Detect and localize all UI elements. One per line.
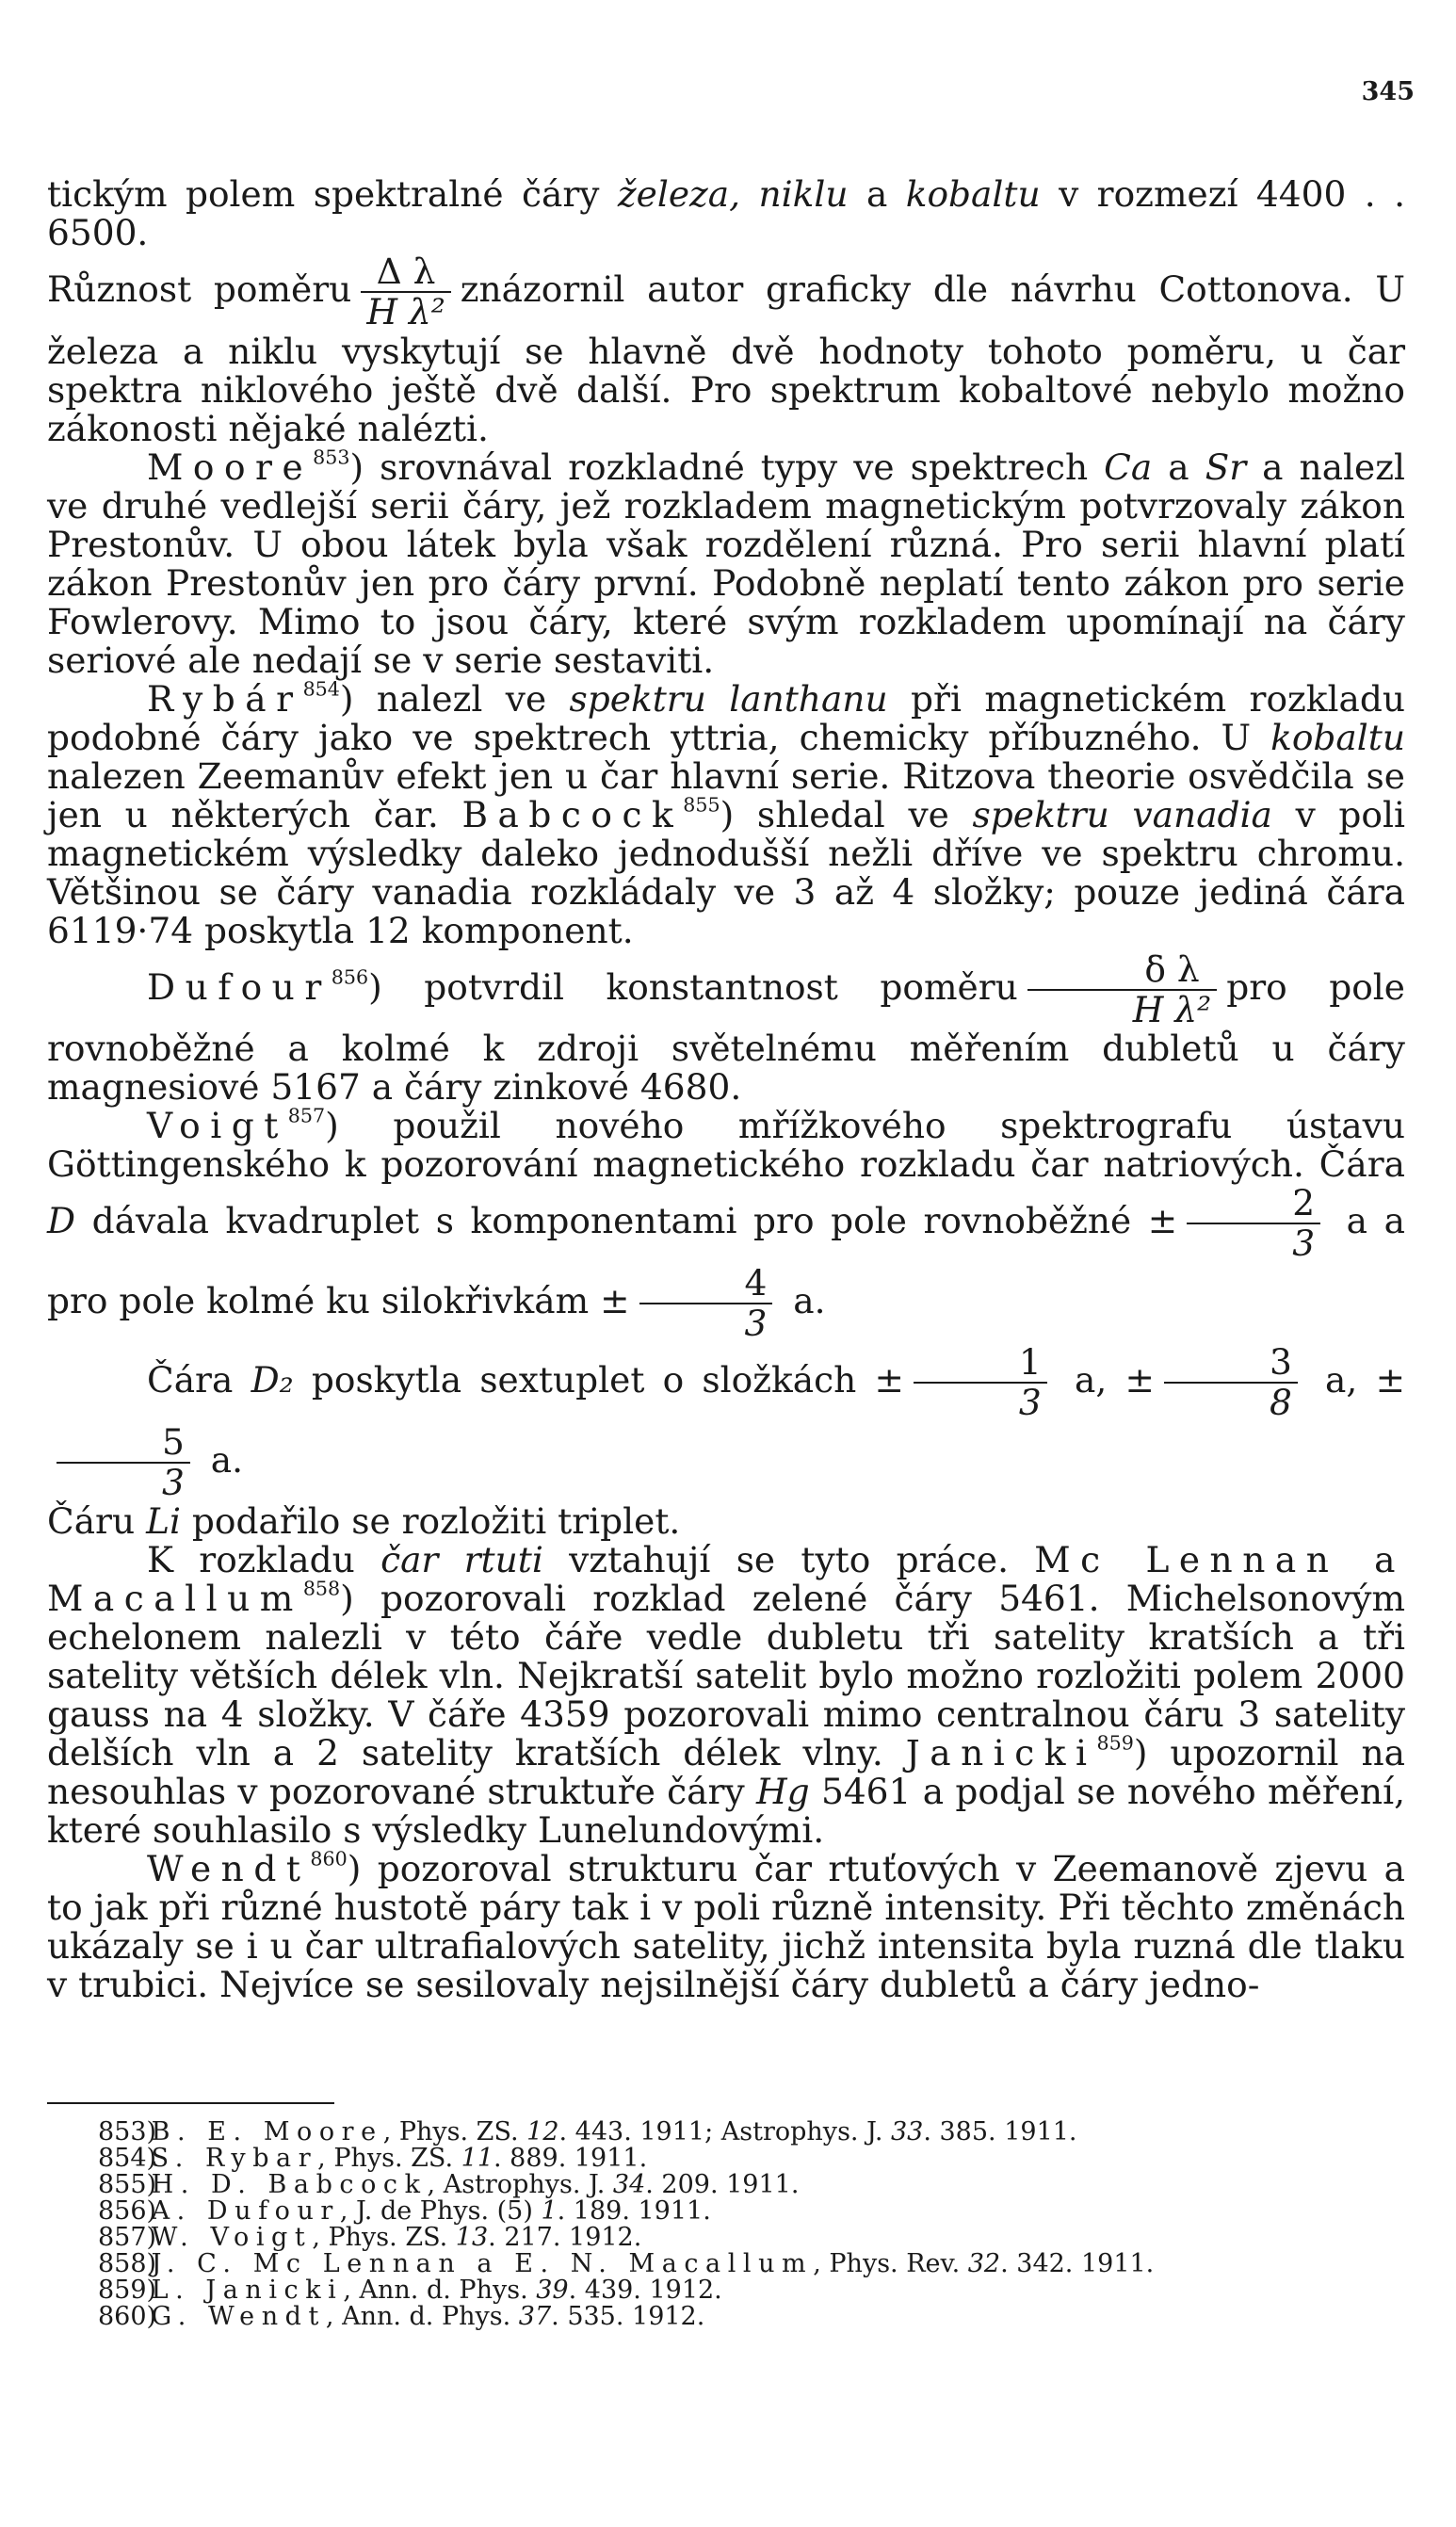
paragraph-4: Rybár$^{854}$) nalezl ve spektru lanthanu při magnetickém rozkladu podobné čáry jako ve spektrech yttria, chemicky příbuzného. U kobaltu nalezen Zeemanův efekt jen u čar hlavní serie. Ritzova theorie osvědčila se jen u některých čar. Babcock$^{855}$) shledal ve spektru vanadia v poli magnetickém výsledky daleko jednodušší nežli dříve ve spektru chromu. Většinou se čáry vanadia rozkládaly ve 3 až 4 složky; pouze jediná čára 6119·74 poskytla 12 komponent. xyxy=(47,677,1406,951)
footnote: 853) B. E. Moore, Phys. ZS. 12. 443. 1911; Astrophys. J. 33. 385. 1911. xyxy=(98,2117,1077,2146)
paragraph-3: Moore$^{853}$) srovnával rozkladné typy ve spektrech Ca a Sr a nalezl ve druhé vedlejší serii čáry, jež rozkladem magnetickým potvrzovaly zákon Prestonův. U obou látek byla však rozdělení různá. Pro serii hlavní platí zákon Prestonův jen pro čáry první. Podobně neplatí tento zákon pro serie Fowlerovy. Mimo to jsou čáry, které svým rozkladem upomínají na čáry seriové ale nedají se v serie sestaviti. xyxy=(47,445,1405,681)
footnotes xyxy=(98,2117,1405,2331)
fraction: $\frac{4}{3}$ xyxy=(639,1264,773,1344)
fraction: $\frac{1}{3}$ xyxy=(914,1343,1047,1423)
author-name: Moore xyxy=(147,445,314,488)
footnote-ref: 856 xyxy=(331,964,369,988)
main-text xyxy=(47,175,1405,2004)
footnote-ref: 855 xyxy=(683,793,720,816)
paragraph-10: Wendt$^{860}$) pozoroval strukturu čar rtuťových v Zeemanově zjevu a to jak při různé hustotě páry tak i v poli různě intensity. Při těchto změnách ukázaly se i u čar ultrafialových satelity, jichž intensita byla ruzná dle tlaku v trubici. Nejvíce se sesilovaly nejsilnější čáry dubletů a čáry jedno- xyxy=(47,1847,1405,2005)
paragraph-7: Čára D₂ poskytla sextuplet o složkách ± $\frac{1}{3}$ a, ± $\frac{3}{8}$ a, ± $\frac{5}{3}$ a. xyxy=(47,1343,1405,1502)
footnote-ref: 860 xyxy=(310,1847,348,1871)
author-name: Babcock xyxy=(461,793,684,835)
footnote: 856) A. Dufour, J. de Phys. (5) 1. 189. 1911. xyxy=(98,2196,711,2226)
footnote: 858) J. C. Mc Lennan a E. N. Macallum, Phys. Rev. 32. 342. 1911. xyxy=(98,2249,1155,2278)
footnote: 859) L. Janicki, Ann. d. Phys. 39. 439. 1912. xyxy=(98,2276,722,2305)
footnote-ref: 853 xyxy=(313,445,350,468)
footnote-ref: 854 xyxy=(302,677,340,700)
footnote: 857) W. Voigt, Phys. ZS. 13. 217. 1912. xyxy=(98,2223,642,2252)
footnote-ref: 857 xyxy=(287,1104,326,1127)
author-name: Wendt xyxy=(147,1848,311,1889)
footnote: 860) G. Wendt, Ann. d. Phys. 37. 535. 1912. xyxy=(98,2302,705,2331)
paragraph-9: K rozkladu čar rtuti vztahují se tyto práce. Mc Lennan a Macallum$^{858}$) pozorovali rozklad zelené čáry 5461. Michelsonovým echelonem nalezli v této čáře vedle dubletu tři satelity kratších a tři satelity větších délek vln. Nejkratší satelit bylo možno rozložiti polem 2000 gauss na 4 složky. V čáře 4359 pozorovali mimo centralnou čáru 3 satelity delších vln a 2 satelity kratších délek vlny. Janicki$^{859}$) upozornil na nesouhlas v pozorované struktuře čáry Hg 5461 a podjal se nového měření, které souhlasilo s výsledky Lunelundovými. xyxy=(47,1539,1405,1851)
footnote: 855) H. D. Babcock, Astrophys. J. 34. 209. 1911. xyxy=(98,2170,800,2199)
fraction: $\frac{5}{3}$ xyxy=(57,1423,190,1503)
fraction: $\frac{2}{3}$ xyxy=(1187,1184,1320,1264)
author-name: Dufour xyxy=(147,965,332,1008)
paragraph-8: Čáru Li podařilo se rozložiti triplet. xyxy=(47,1500,681,1542)
page-number: 345 xyxy=(1361,77,1415,106)
paragraph-2: Různost poměru $\frac{\text{Δ λ}}{\text{H λ²}}$ znázornil autor graficky dle návrhu Cottonova. U železa a niklu vyskytují se hlavně dvě hodnoty tohoto poměru, u čar spektra niklového ještě dvě další. Pro spektrum kobaltové nebylo možno zákonosti nějaké nalézti. xyxy=(47,251,1405,449)
paragraph-1: tickým polem spektralné čáry železa, niklu a kobaltu v rozmezí 4400 . . 6500. xyxy=(47,173,1406,253)
author-name: Voigt xyxy=(147,1105,288,1146)
footnote-divider xyxy=(47,2102,334,2104)
author-name: Rybár xyxy=(147,677,303,720)
footnote: 854) S. Rybar, Phys. ZS. 11. 889. 1911. xyxy=(98,2144,648,2173)
paragraph-5: Dufour$^{856}$) potvrdil konstantnost poměru $\frac{\text{δ λ}}{\text{H λ²}}$ pro pole rovnoběžné a kolmé k zdroji světelnému měřením dubletů u čáry magnesiové 5167 a čáry zinkové 4680. xyxy=(47,948,1405,1108)
author-name: Mc Lennan a Macallum xyxy=(47,1539,1405,1619)
footnote-ref: 859 xyxy=(1096,1731,1134,1755)
author-name: Janicki xyxy=(905,1732,1097,1774)
fraction: $\frac{3}{8}$ xyxy=(1164,1343,1298,1423)
footnote-ref: 858 xyxy=(302,1577,341,1600)
ratio-fraction: $\frac{\text{Δ λ}}{\text{H λ²}}$ xyxy=(361,252,450,332)
ratio-fraction: $\frac{\text{δ λ}}{\text{H λ²}}$ xyxy=(1027,950,1217,1030)
paragraph-6: Voigt$^{857}$) použil nového mřížkového spektrografu ústavu Göttingenského k pozorování magnetického rozkladu čar natriových. Čára D dávala kvadruplet s komponentami pro pole rovnoběžné ± $\frac{2}{3}$ a a pro pole kolmé ku silokřivkám ± $\frac{4}{3}$ a. xyxy=(47,1104,1405,1344)
